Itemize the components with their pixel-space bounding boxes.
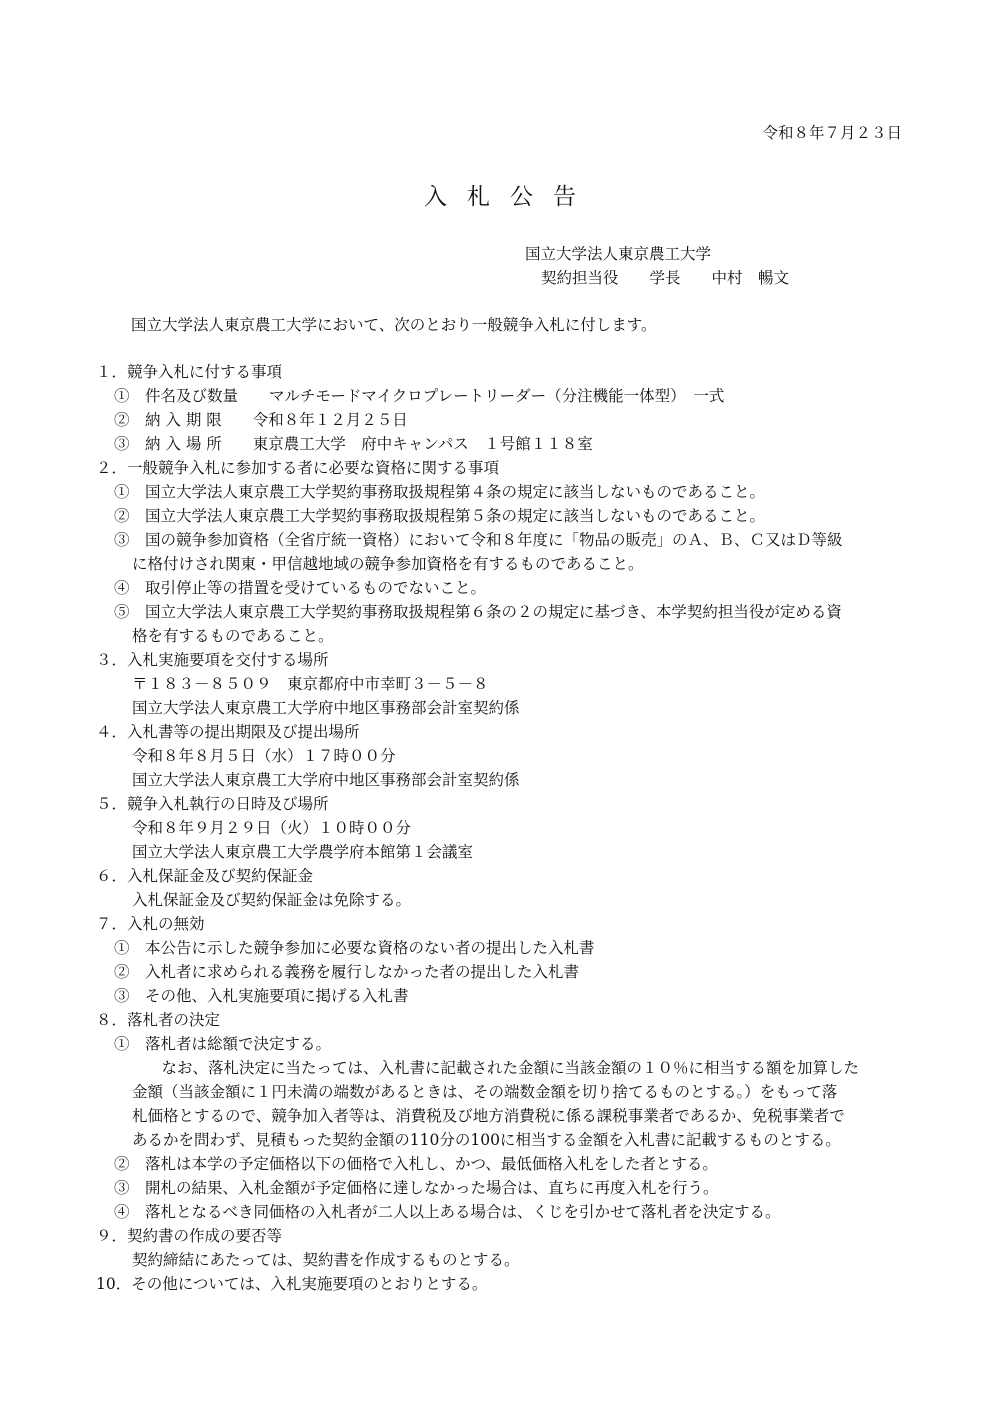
- notice-line: ③ その他、入札実施要項に掲げる入札書: [114, 987, 409, 1005]
- section-heading: ５．競争入札執行の日時及び場所: [96, 795, 329, 813]
- notice-line: ① 件名及び数量 マルチモードマイクロプレートリーダー（分注機能一体型） 一式: [114, 387, 725, 405]
- section-heading: ６．入札保証金及び契約保証金: [96, 867, 314, 885]
- notice-line: 契約締結にあたっては、契約書を作成するものとする。: [132, 1251, 520, 1269]
- notice-line: 国立大学法人東京農工大学府中地区事務部会計室契約係: [132, 771, 520, 789]
- notice-line: 札価格とするので、競争加入者等は、消費税及び地方消費税に係る課税事業者であるか、免税事業者で: [132, 1107, 845, 1125]
- notice-line: ③ 納 入 場 所 東京農工大学 府中キャンパス １号館１１８室: [114, 435, 593, 453]
- notice-line: 令和８年８月５日（水）１７時００分: [132, 747, 396, 765]
- notice-line: ① 本公告に示した競争参加に必要な資格のない者の提出した入札書: [114, 939, 595, 957]
- section-heading: ２．一般競争入札に参加する者に必要な資格に関する事項: [96, 459, 500, 477]
- notice-line: ② 入札者に求められる義務を履行しなかった者の提出した入札書: [114, 963, 580, 981]
- notice-line: 格を有するものであること。: [132, 627, 334, 645]
- section-heading: １．競争入札に付する事項: [96, 363, 283, 381]
- notice-line: なお、落札決定に当たっては、入札書に記載された金額に当該金額の１０％に相当する額を加算した: [146, 1059, 860, 1077]
- section-heading: 10．その他については、入札実施要項のとおりとする。: [96, 1275, 488, 1293]
- notice-date: 令和８年７月２３日: [762, 124, 902, 142]
- section-heading: ３．入札実施要項を交付する場所: [96, 651, 329, 669]
- notice-line: 入札保証金及び契約保証金は免除する。: [132, 891, 412, 909]
- issuer-person: 契約担当役 学長 中村 暢文: [541, 269, 790, 287]
- section-heading: ４．入札書等の提出期限及び提出場所: [96, 723, 360, 741]
- notice-body: [96, 360, 908, 1296]
- notice-line: に格付けされ関東・甲信越地域の競争参加資格を有するものであること。: [132, 555, 644, 573]
- notice-line: 〒１８３－８５０９ 東京都府中市幸町３－５－８: [132, 675, 489, 693]
- notice-line: ④ 取引停止等の措置を受けているものでないこと。: [114, 579, 487, 597]
- section-heading: ８．落札者の決定: [96, 1011, 221, 1029]
- intro-text: 国立大学法人東京農工大学において、次のとおり一般競争入札に付します。: [131, 316, 657, 334]
- section-heading: ９．契約書の作成の要否等: [96, 1227, 283, 1245]
- notice-line: ② 国立大学法人東京農工大学契約事務取扱規程第５条の規定に該当しないものであること。: [114, 507, 766, 525]
- notice-line: ③ 開札の結果、入札金額が予定価格に達しなかった場合は、直ちに再度入札を行う。: [114, 1179, 719, 1197]
- notice-line: ② 落札は本学の予定価格以下の価格で入札し、かつ、最低価格入札をした者とする。: [114, 1155, 718, 1173]
- notice-line: ② 納 入 期 限 令和８年１２月２５日: [114, 411, 408, 429]
- section-heading: ７．入札の無効: [96, 915, 205, 933]
- notice-line: ① 落札者は総額で決定する。: [114, 1035, 332, 1053]
- notice-line: 国立大学法人東京農工大学府中地区事務部会計室契約係: [132, 699, 520, 717]
- notice-line: ① 国立大学法人東京農工大学契約事務取扱規程第４条の規定に該当しないものであること。: [114, 483, 766, 501]
- page-title: 入札公告: [424, 184, 596, 210]
- notice-line: 国立大学法人東京農工大学農学府本館第１会議室: [132, 843, 474, 861]
- notice-line: 令和８年９月２９日（火）１０時００分: [132, 819, 412, 837]
- notice-line: ⑤ 国立大学法人東京農工大学契約事務取扱規程第６条の２の規定に基づき、本学契約担当役が定める資: [114, 603, 842, 621]
- notice-line: ③ 国の競争参加資格（全省庁統一資格）において令和８年度に「物品の販売」のＡ、Ｂ、Ｃ又はＤ等級: [114, 531, 843, 549]
- notice-line: 金額（当該金額に１円未満の端数があるときは、その端数金額を切り捨てるものとする。）をもって落: [132, 1083, 838, 1101]
- notice-line: ④ 落札となるべき同価格の入札者が二人以上ある場合は、くじを引かせて落札者を決定する。: [114, 1203, 781, 1221]
- notice-line: あるかを問わず、見積もった契約金額の110分の100に相当する金額を入札書に記載するものとする。: [132, 1131, 841, 1149]
- issuer-org: 国立大学法人東京農工大学: [525, 245, 712, 263]
